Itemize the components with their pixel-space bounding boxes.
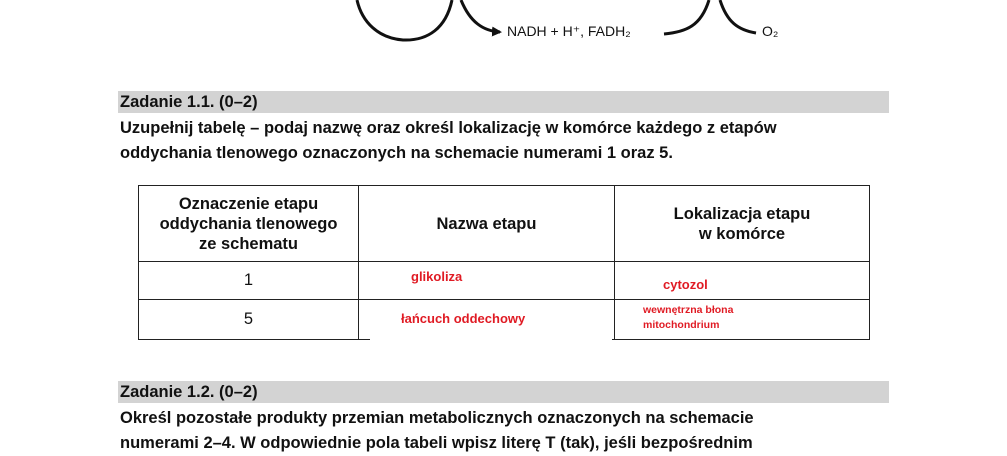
- chain-arrow-out: [720, 0, 756, 33]
- task-1-1-instruction-line2: oddychania tlenowego oznaczonych na schemacie numerami 1 oraz 5.: [120, 144, 673, 162]
- task-1-1-instruction-line1: Uzupełnij tabelę – podaj nazwę oraz określ lokalizację w komórce każdego z etapów: [120, 119, 777, 137]
- header-stage-number: [139, 186, 359, 262]
- row-5-number: [139, 300, 359, 340]
- header-stage-number-line2: oddychania tlenowego: [159, 214, 338, 233]
- task-1-1-heading: Zadanie 1.1. (0–2): [118, 91, 889, 113]
- header-stage-name: [359, 186, 615, 262]
- task-1-2-heading: Zadanie 1.2. (0–2): [118, 381, 889, 403]
- header-stage-number-line3: ze schematu: [198, 234, 299, 253]
- products-label: NADH + H⁺, FADH₂: [507, 23, 631, 39]
- cycle-arc-right: [461, 0, 500, 32]
- row-1-name-answer: glikoliza: [411, 269, 463, 284]
- header-stage-location-line1: Lokalizacja etapu: [673, 204, 811, 223]
- row-5-location-cell[interactable]: [615, 300, 870, 340]
- task-1-2-instruction: [120, 406, 900, 456]
- row-5-name-answer: łańcuch oddechowy: [401, 311, 526, 326]
- row-5-location-answer-line2: mitochondrium: [643, 319, 720, 331]
- row-1-location-cell[interactable]: [615, 262, 870, 300]
- header-stage-name-label: Nazwa etapu: [436, 214, 537, 233]
- task-1-2-instruction-line2: numerami 2–4. W odpowiednie pola tabeli wpisz literę T (tak), jeśli bezpośrednim: [120, 434, 753, 452]
- chain-arrow-in: [664, 0, 709, 34]
- metabolic-scheme-fragment: [0, 0, 1007, 60]
- row-1-location-answer: cytozol: [663, 277, 708, 292]
- row-5-location-answer-line1: wewnętrzna błona: [643, 304, 734, 316]
- row-1-number: [139, 262, 359, 300]
- header-stage-number-line1: Oznaczenie etapu: [178, 194, 319, 213]
- table-row: [139, 262, 870, 300]
- header-stage-location-line2: w komórce: [698, 224, 786, 243]
- row-1-number-text: 1: [243, 271, 254, 289]
- cycle-arc-left: [357, 0, 452, 40]
- row-1-name-cell[interactable]: [359, 262, 615, 300]
- header-stage-location: [615, 186, 870, 262]
- task-1-1-instruction: [120, 116, 900, 166]
- table-header-row: [139, 186, 870, 262]
- task-1-2-instruction-line1: Określ pozostałe produkty przemian metabolicznych oznaczonych na schemacie: [120, 409, 754, 427]
- table-gap: [370, 334, 612, 344]
- oxygen-label: O₂: [762, 23, 779, 39]
- answers-table: [138, 185, 870, 340]
- row-5-number-text: 5: [243, 310, 254, 328]
